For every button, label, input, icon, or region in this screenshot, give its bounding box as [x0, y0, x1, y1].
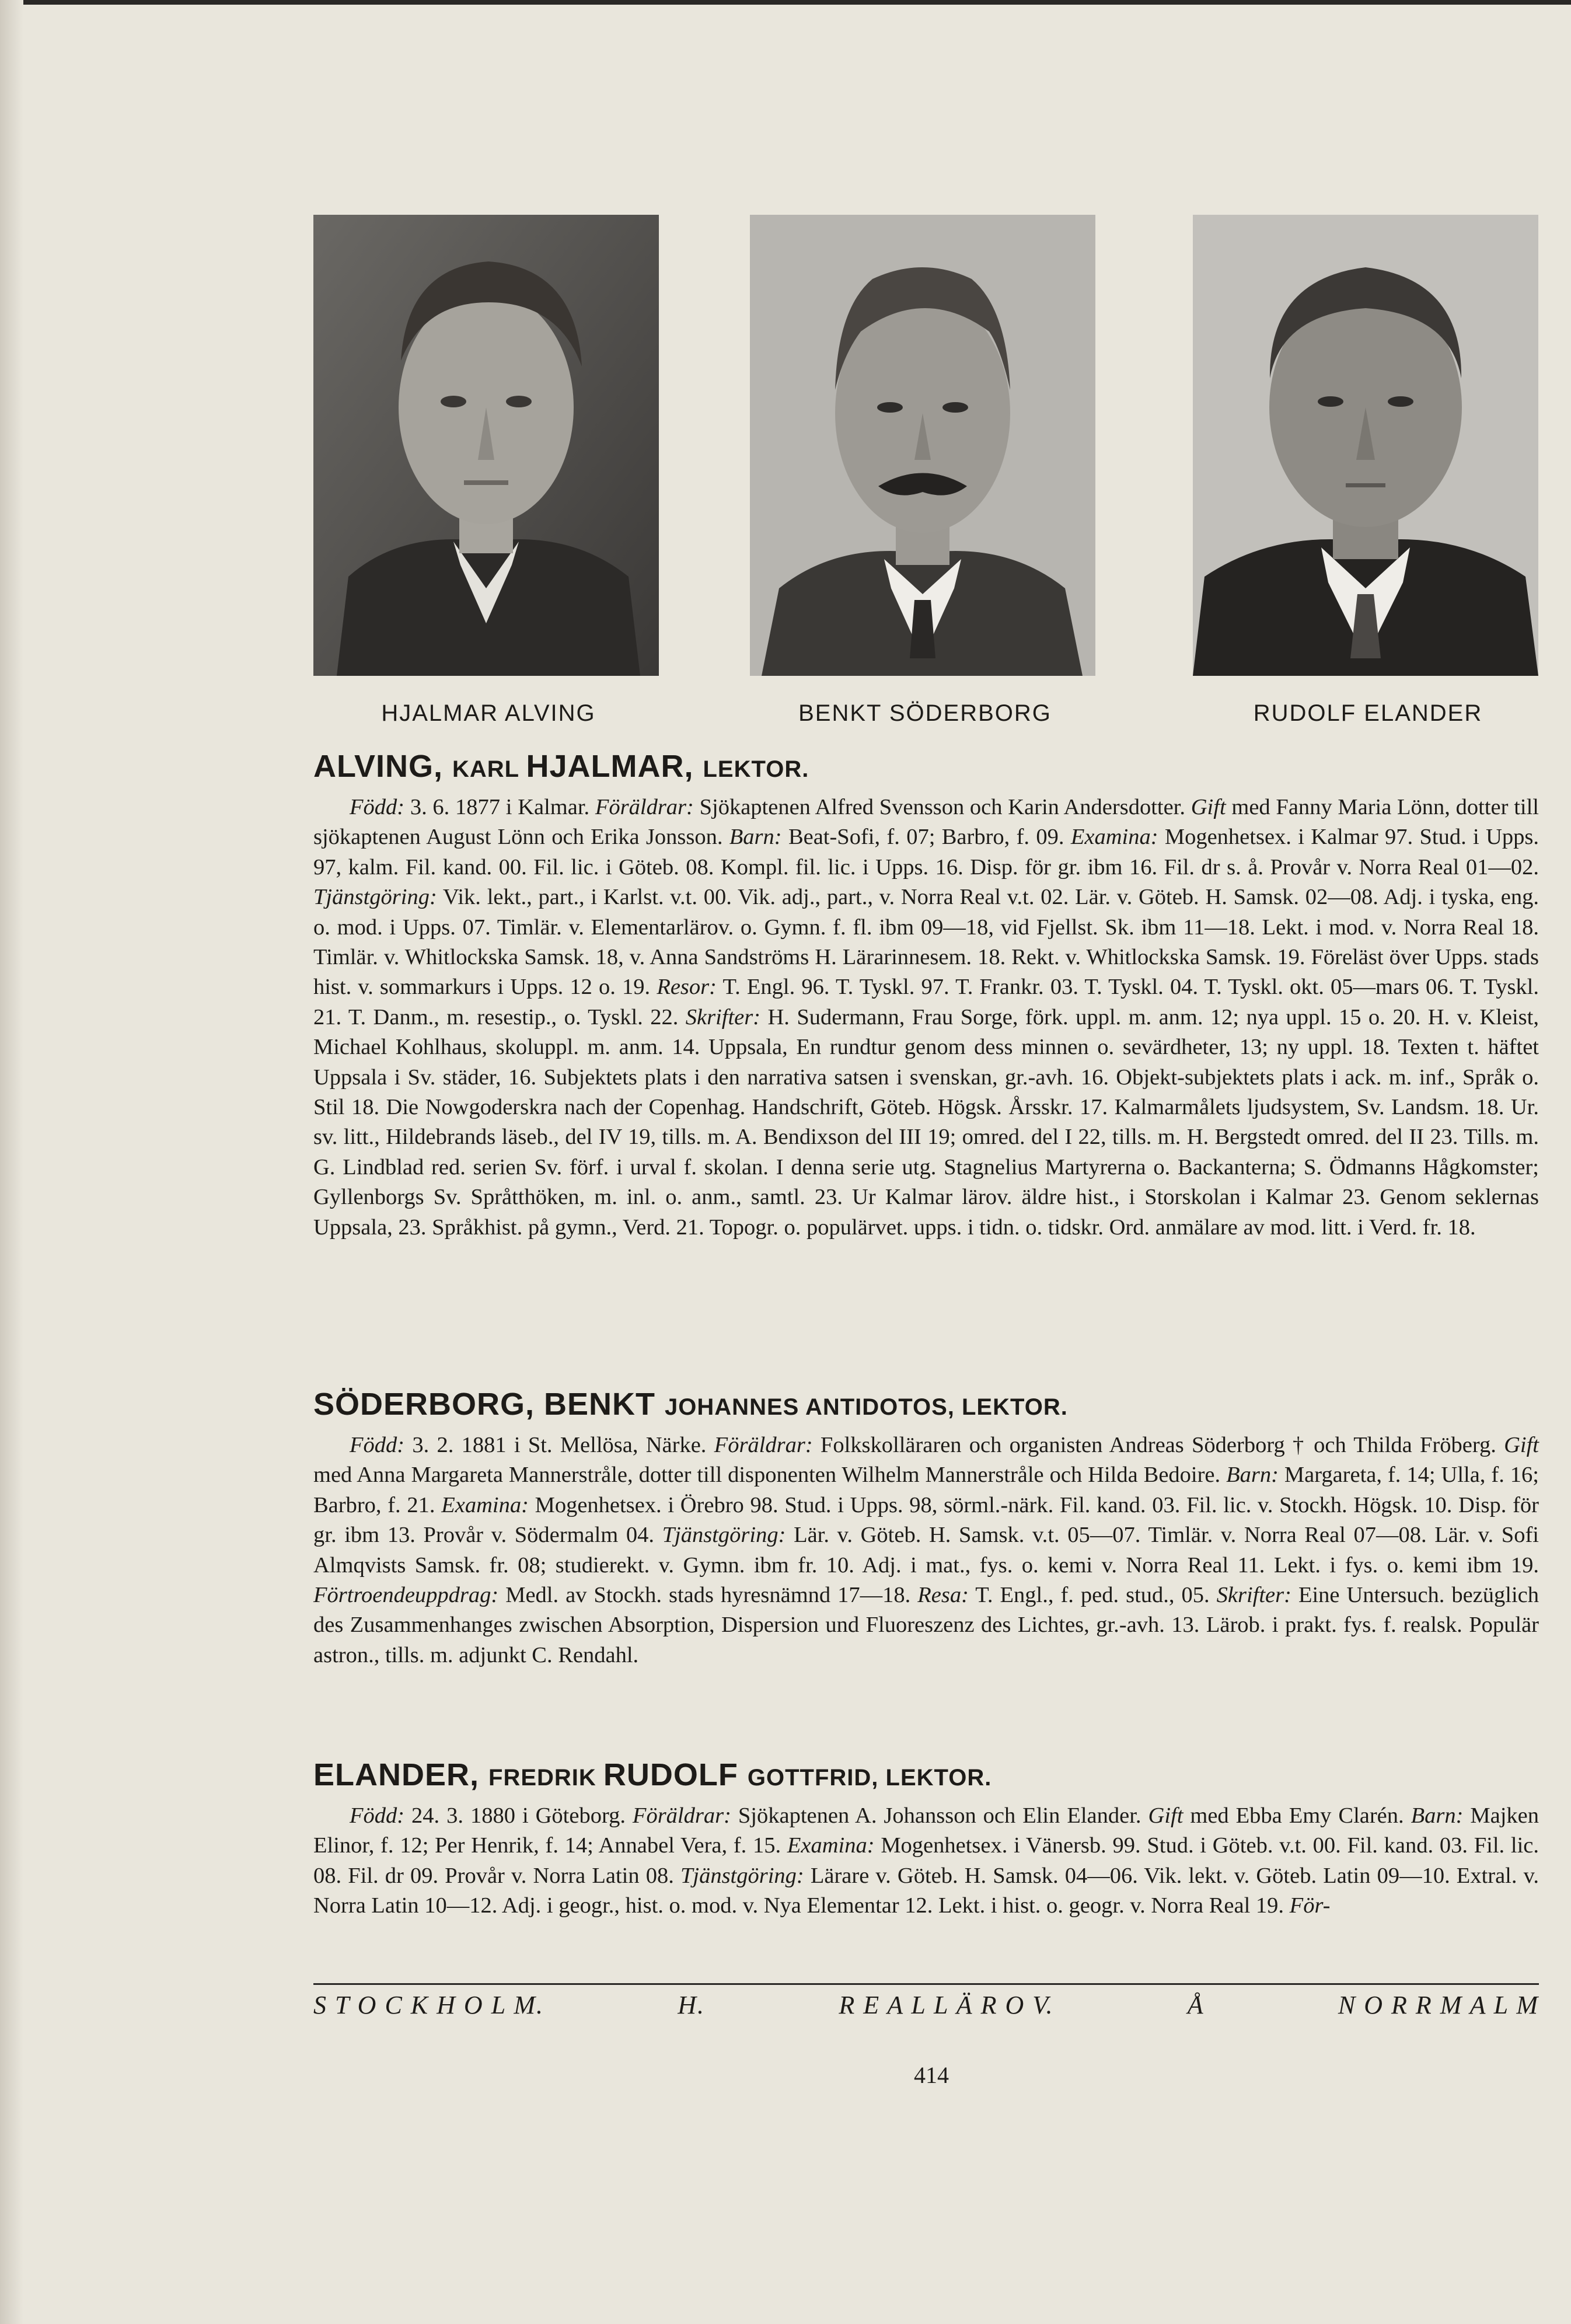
field-text: med Fanny Maria Lönn, dotter till sjökaptenen August Lönn och Erika Jonsson.: [313, 795, 1539, 850]
field-text: Lär. v. Göteb. H. Samsk. v.t. 05—07. Timlär. v. Norra Real 07—08. Lär. v. Sofi Almqvists Samsk. fr. 08; studierekt. v. Gymn. ibm fr. 10. Adj. i mat., fys. o. kemi v. Norra Real 11. Lekt. i fys. o. kemi ibm 19.: [313, 1523, 1539, 1578]
field-label: Skrifter:: [1216, 1583, 1291, 1608]
field-label: Född:: [350, 1803, 405, 1829]
field-label: Gift: [1504, 1433, 1539, 1458]
field-text: 24. 3. 1880 i Göteborg.: [404, 1803, 633, 1829]
field-label: Skrifter:: [685, 1004, 761, 1030]
field-text: Lärare v. Göteb. H. Samsk. 04—06. Vik. lekt. v. Göteb. Latin 09—10. Extral. v. Norra Latin 10—12. Adj. i geogr., hist. o. mod. v. Nya Elementar 12. Lekt. i hist. o. geogr. v. Norra Real 19.: [313, 1863, 1539, 1918]
field-label: Examina:: [1070, 825, 1158, 850]
field-label: Tjänstgöring:: [313, 885, 437, 910]
footer-letter: H.: [678, 1991, 706, 2019]
field-text: Mogenhetsex. i Vänersb. 99. Stud. i Göteb. v.t. 00. Fil. kand. 03. Fil. lic. 08. Fil. dr 09. Provår v. Norra Latin 08.: [313, 1833, 1539, 1888]
portrait-caption: RUDOLF ELANDER: [1253, 700, 1483, 726]
field-label: Gift: [1148, 1803, 1184, 1829]
field-label: Barn:: [729, 825, 782, 850]
biography-entry: [313, 1386, 1539, 1670]
field-label: Född:: [350, 1433, 405, 1458]
field-text: Mogenhetsex. i Kalmar 97. Stud. i Upps. 97, kalm. Fil. kand. 00. Fil. lic. i Göteb. 08. Kompl. fil. lic. i Upps. 16. Disp. för gr. ibm 16. Fil. dr s. å. Provår v. Norra Real 01—02.: [313, 825, 1539, 880]
field-text: T. Engl., f. ped. stud., 05.: [968, 1583, 1217, 1608]
field-text: Eine Untersuch. bezüglich des Zusammenhanges zwischen Absorption, Dispersion und Fluoreszenz des Lichtes, gr.-avh. 13. Lärob. i prakt. fys. f. realsk. Populär astron., tills. m. adjunkt C. Rendahl.: [313, 1583, 1539, 1667]
portrait-caption: BENKT SÖDERBORG: [798, 700, 1052, 726]
page-number: 414: [914, 2062, 949, 2088]
field-label: Född:: [350, 795, 405, 820]
field-label: Gift: [1191, 795, 1226, 820]
field-label: Föräldrar:: [632, 1803, 731, 1829]
footer-preposition: Å: [1187, 1991, 1205, 2019]
entry-body: [313, 1801, 1539, 1921]
entry-body: [313, 1430, 1539, 1670]
entry-body: [313, 793, 1539, 1243]
field-label: Föräldrar:: [595, 795, 694, 820]
portrait-elander: [1193, 215, 1538, 676]
field-text: 3. 6. 1877 i Kalmar.: [404, 795, 595, 820]
field-label: Examina:: [787, 1833, 875, 1858]
footer-rule: [313, 1983, 1539, 1985]
field-label: Resor:: [657, 975, 717, 1000]
entry-heading: ELANDER, FREDRIK RUDOLF GOTTFRID, LEKTOR.: [313, 1757, 992, 1792]
field-text: H. Sudermann, Frau Sorge, förk. uppl. m. anm. 12; nya uppl. 15 o. 20. H. v. Kleist, Michael Kohlhaus, skoluppl. m. anm. 14. Uppsala, En rundtur genom dess minnen o. sevärdheter, 13; ny uppl. 18. Texten t. häftet Uppsala i Sv. städer, 16. Subjektets plats i den narrativa satsen i svenskan, gr.-avh. 16. Objekt-subjektets plats i ack. m. inf., Språk o. Stil 18. Die Nowgoderskra nach der Copenhag. Handschrift, Göteb. Högsk. Årsskr. 17. Kalmarmålets ljudsystem, Sv. Landsm. 18. Ur. sv. litt., Hildebrands läseb., del IV 19, tills. m. A. Bendixson del III 19; omred. del I 22, tills. m. H. Bergstedt omred. del II 23. Tills. m. G. Lindblad red. serien Sv. förf. i urval f. skolan. I denna serie utg. Stagnelius Martyrerna o. Backanterna; S. Ödmanns Hågkomster; Gyllenborgs Sv. Språtthöken, m. inl. o. anm., samtl. 23. Ur Kalmar lärov. äldre hist., i Storskolan i Kalmar 23. Genom seklernas Uppsala, 23. Språkhist. på gymn., Verd. 21. Topogr. o. populärvet. upps. i tidn. o. tidskr. Ord. anmälare av mod. litt. i Verd. fr. 18.: [313, 1004, 1539, 1240]
field-label: Barn:: [1226, 1463, 1279, 1488]
field-text: med Ebba Emy Clarén.: [1183, 1803, 1411, 1829]
field-text: Majken Elinor, f. 12; Per Henrik, f. 14; Annabel Vera, f. 15.: [313, 1803, 1539, 1858]
field-label: Barn:: [1411, 1803, 1464, 1829]
portrait-alving: [313, 215, 659, 676]
field-label: Förtroendeuppdrag:: [313, 1583, 499, 1608]
footer-school: R E A L L Ä R O V.: [839, 1991, 1054, 2019]
field-label: Resa:: [917, 1583, 969, 1608]
running-footer: [313, 1990, 1539, 2020]
field-text: 3. 2. 1881 i St. Mellösa, Närke.: [404, 1433, 714, 1458]
portrait-row: [0, 215, 1571, 676]
field-text: med Anna Margareta Mannerstråle, dotter till disponenten Wilhelm Mannerstråle och Hilda Bedoire.: [313, 1463, 1227, 1488]
field-text: Folkskolläraren och organisten Andreas Söderborg † och Thilda Fröberg.: [812, 1433, 1504, 1458]
field-text: Sjökaptenen A. Johansson och Elin Elander.: [731, 1803, 1148, 1829]
footer-district: N O R R M A L M: [1338, 1991, 1539, 2019]
entry-heading: SÖDERBORG, BENKT JOHANNES ANTIDOTOS, LEKTOR.: [313, 1387, 1068, 1422]
field-label: För-: [1289, 1893, 1331, 1918]
field-label: Tjänstgöring:: [662, 1523, 786, 1548]
field-text: T. Engl. 96. T. Tyskl. 97. T. Frankr. 03. T. Tyskl. 04. T. Tyskl. okt. 05—mars 06. T. Tyskl. 21. T. Danm., m. resestip., o. Tyskl. 22.: [313, 975, 1539, 1030]
page-top-edge: [0, 0, 1571, 5]
portrait-caption: HJALMAR ALVING: [381, 700, 596, 726]
field-label: Tjänstgöring:: [680, 1863, 804, 1888]
footer-city: S T O C K H O L M.: [313, 1991, 544, 2019]
field-text: Beat-Sofi, f. 07; Barbro, f. 09.: [781, 825, 1071, 850]
field-text: Vik. lekt., part., i Karlst. v.t. 00. Vik. adj., part., v. Norra Real v.t. 02. Lär. v. Göteb. H. Samsk. 02—08. Adj. i tyska, eng. o. mod. i Upps. 07. Timlär. v. Elementarlärov. o. Gymn. f. fl. ibm 09—18, vid Fjellst. Sk. ibm 11—18. Lekt. i mod. v. Norra Real 18. Timlär. v. Whitlockska Samsk. 18, v. Anna Sandströms H. Lärarinnesem. 18. Rekt. v. Whitlockska Samsk. 19. Föreläst över Upps. stads hist. v. sommarkurs i Upps. 12 o. 19.: [313, 885, 1539, 1000]
field-text: Margareta, f. 14; Ulla, f. 16; Barbro, f. 21.: [313, 1463, 1539, 1517]
field-text: Sjökaptenen Alfred Svensson och Karin Andersdotter.: [693, 795, 1191, 820]
field-text: Medl. av Stockh. stads hyresnämnd 17—18.: [498, 1583, 918, 1608]
entry-heading: ALVING, KARL HJALMAR, LEKTOR.: [313, 749, 809, 784]
field-label: Föräldrar:: [714, 1433, 813, 1458]
field-label: Examina:: [441, 1492, 529, 1517]
field-text: Mogenhetsex. i Örebro 98. Stud. i Upps. 98, sörml.-närk. Fil. kand. 03. Fil. lic. v. Stockh. Högsk. 10. Disp. för gr. ibm 13. Provår v. Södermalm 04.: [313, 1492, 1539, 1548]
biography-entry: [313, 748, 1539, 1243]
portrait-soderborg: [750, 215, 1095, 676]
biography-entry: [313, 1757, 1539, 1921]
